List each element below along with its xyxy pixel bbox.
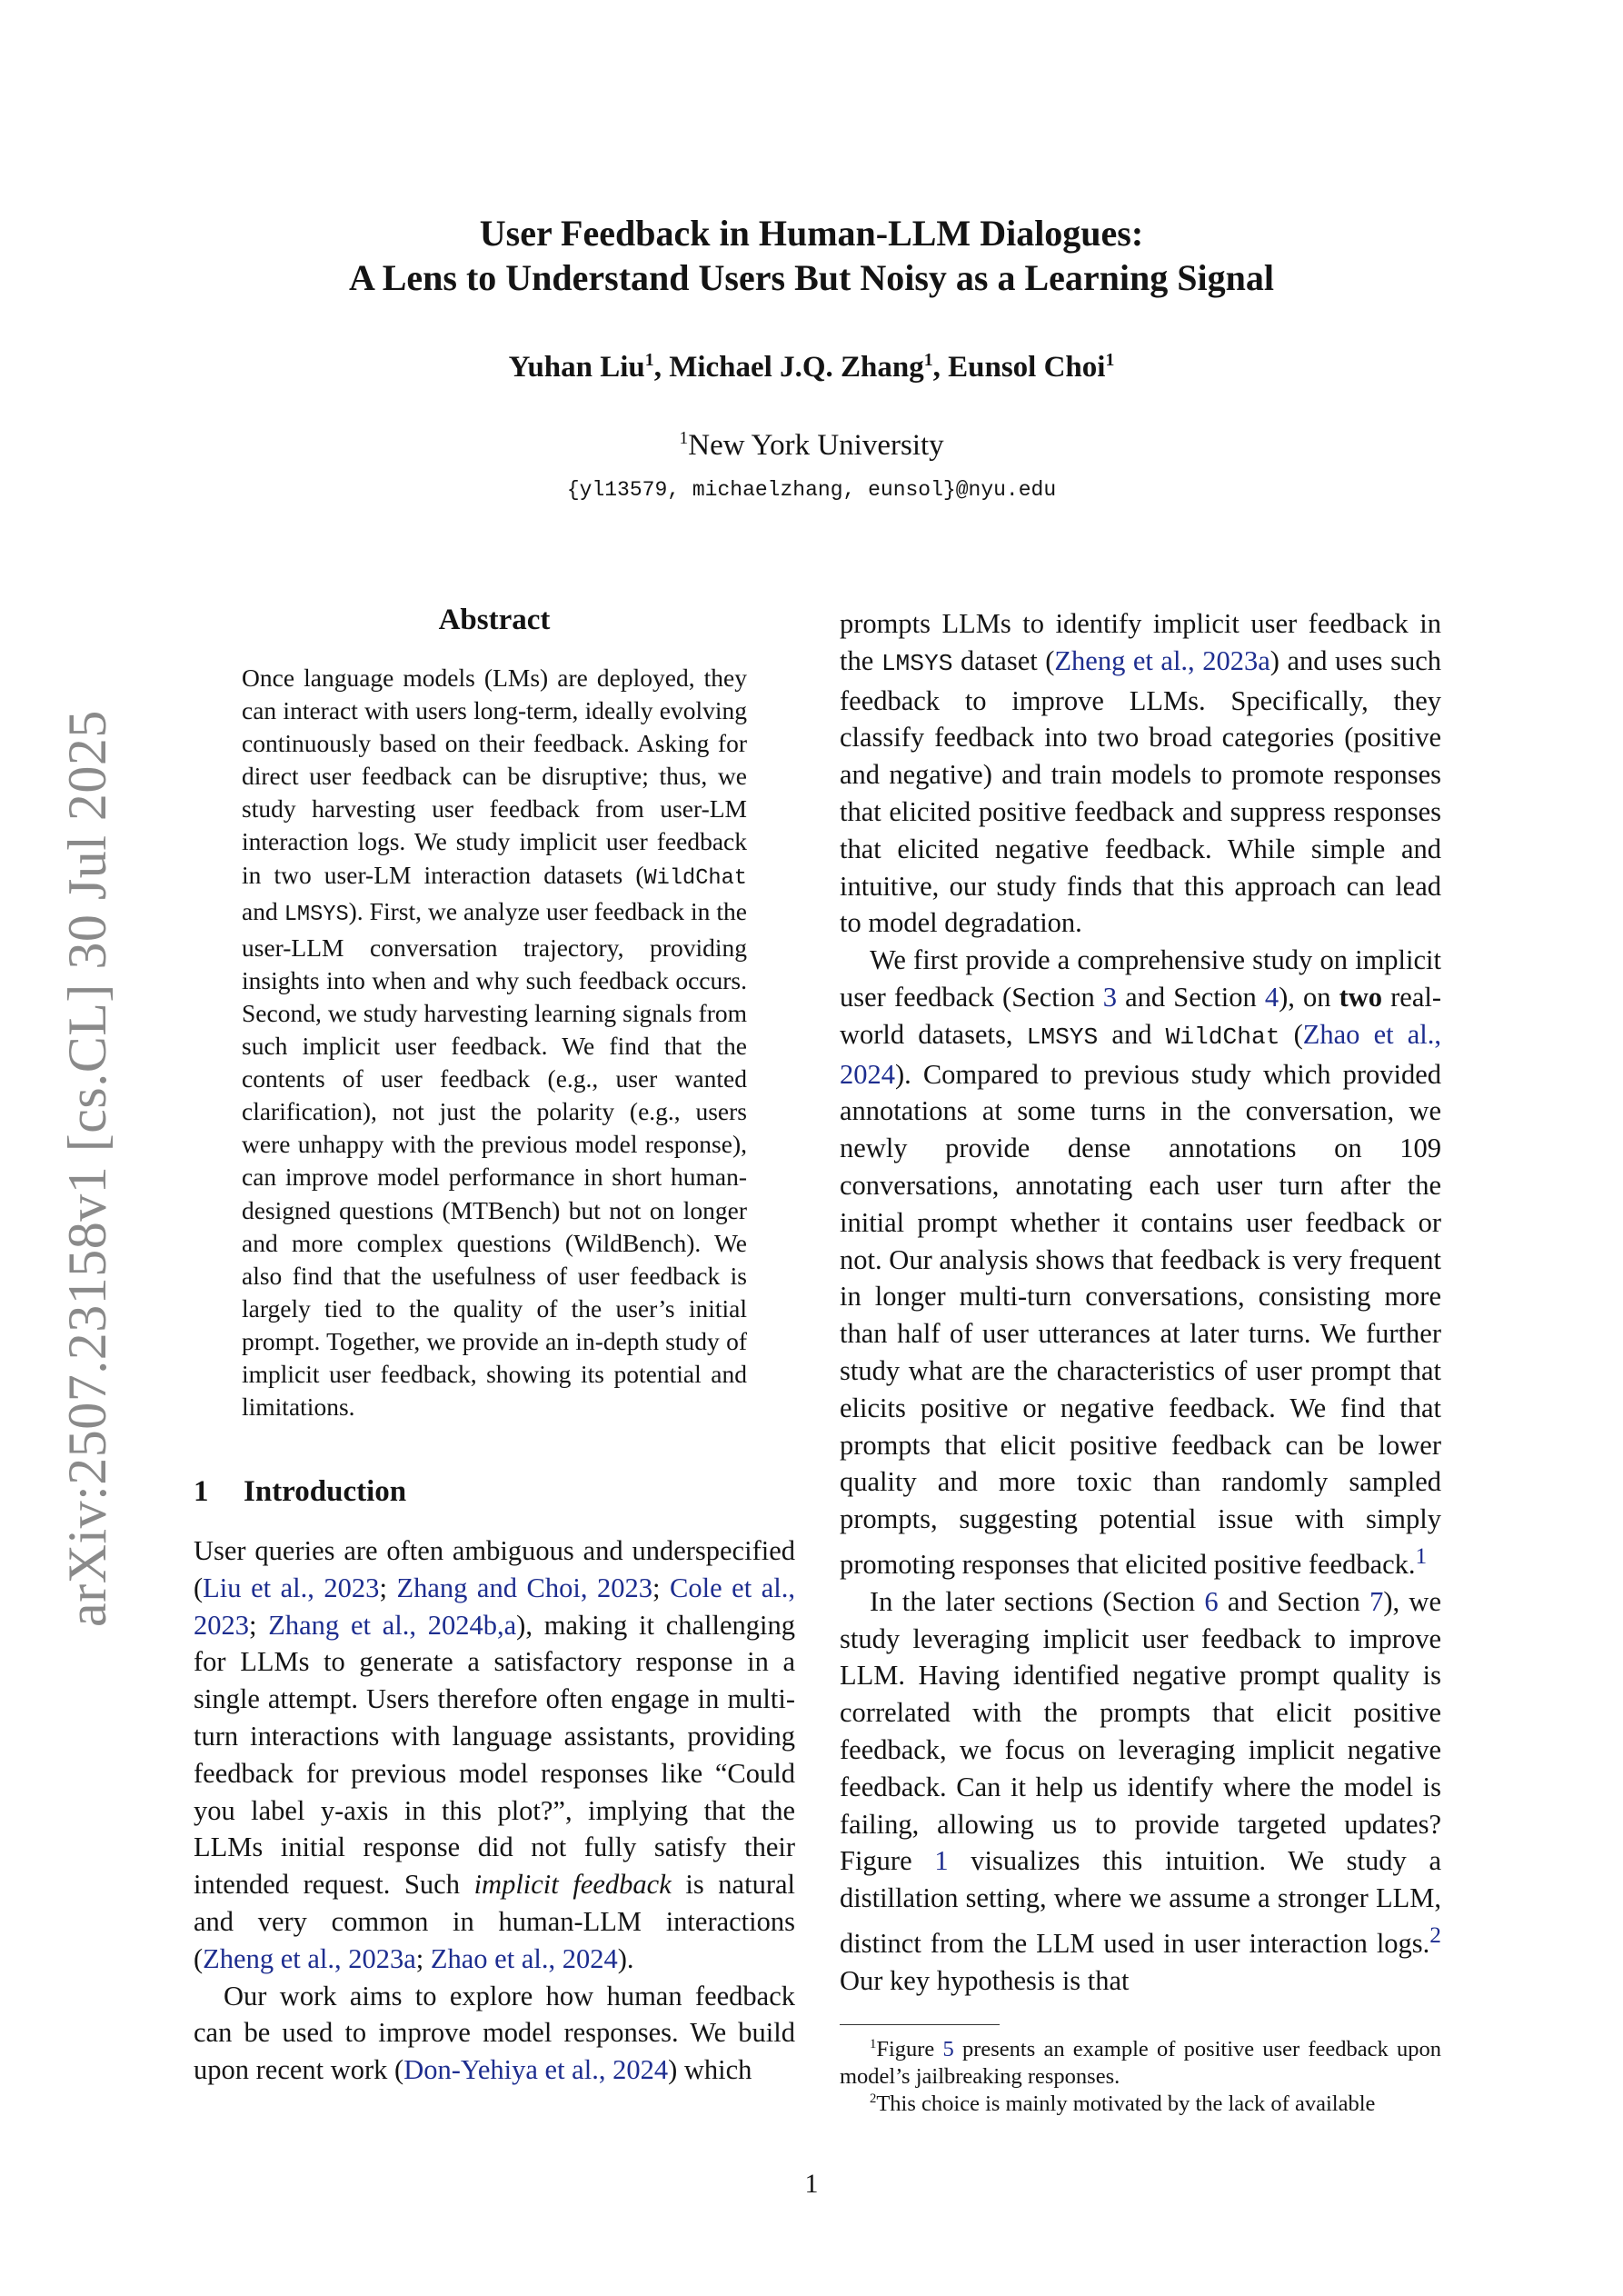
text-run: ). bbox=[617, 1942, 634, 1974]
left-column-body bbox=[194, 1532, 795, 2089]
author-affil-mark: 1 bbox=[1105, 350, 1115, 370]
text-run: real-world datasets, bbox=[840, 981, 1441, 1050]
section-ref-link[interactable]: 3 bbox=[1102, 981, 1118, 1013]
affiliation-name: New York University bbox=[688, 429, 944, 462]
text-run: and Section bbox=[1218, 1585, 1370, 1617]
text-run: dataset ( bbox=[952, 644, 1055, 676]
right-column-body bbox=[840, 605, 1441, 2000]
figure-ref-link[interactable]: 5 bbox=[942, 2037, 954, 2061]
intro-paragraph-3 bbox=[840, 942, 1441, 1583]
figure-ref-link[interactable]: 1 bbox=[934, 1845, 949, 1877]
citation-link[interactable]: Liu et al., 2023 bbox=[203, 1572, 380, 1603]
text-run: and bbox=[1098, 1018, 1166, 1050]
citation-link[interactable]: Zhang and Choi, 2023 bbox=[396, 1572, 652, 1603]
text-run: Our key hypothesis is that bbox=[840, 1965, 1130, 1996]
text-run: ). Compared to previous study which provided annotations at some turns in the conversation, we newly provide dense annotations on 109 conversations, annotating each user turn after the initial prompt whether it contains user feedback or not. Our analysis shows that feedback is very frequent in longer multi-turn conversations, consisting more than half of user utterances at later turns. We further study what are the characteristics of user prompt that elicits positive or negative feedback. We find that prompts that elicit positive feedback can be lower quality and more toxic than randomly sampled prompts, suggesting potential issue with simply promoting responses that elicited positive feedback. bbox=[840, 1058, 1441, 1581]
text-run: In the later sections (Section bbox=[870, 1585, 1205, 1617]
citation-link[interactable]: Zhang et al., 2024b,a bbox=[268, 1609, 517, 1641]
citation-link[interactable]: Cole et al., 2023 bbox=[194, 1572, 795, 1641]
paper-title bbox=[0, 211, 1623, 300]
section-ref-link[interactable]: 4 bbox=[1264, 981, 1279, 1013]
citation-link[interactable]: Zhao et al., 2024 bbox=[840, 1018, 1441, 1090]
text-run: is natural and very common in human-LLM interactions ( bbox=[194, 1869, 795, 1974]
bold-text: two bbox=[1339, 981, 1383, 1013]
author-affil-mark: 1 bbox=[644, 350, 654, 370]
citation-link[interactable]: Don-Yehiya et al., 2024 bbox=[403, 2054, 669, 2086]
intro-paragraph-2 bbox=[194, 1978, 795, 2089]
text-run: ( bbox=[1279, 1018, 1303, 1050]
text-run: Figure bbox=[876, 2037, 943, 2061]
text-run: ) and uses such feedback to improve LLMs. Specifically, they classify feedback into two broad categories (positive and negative) and train models to promote responses that elicited positive feedback and suppress responses that elicited negative feedback. While simple and intuitive, our study finds that this approach can lead to model degradation. bbox=[840, 644, 1441, 939]
abstract-heading: Abstract bbox=[438, 604, 551, 636]
text-run: ), on bbox=[1279, 981, 1339, 1013]
emphasis-text: implicit feedback bbox=[473, 1869, 672, 1901]
text-run: visualizes this intuition. We study a distillation setting, where we assume a stronger LLM, distinct from the LLM used in user interaction logs. bbox=[840, 1845, 1441, 1960]
section-ref-link[interactable]: 6 bbox=[1204, 1585, 1219, 1617]
dataset-name-wildchat: WildChat bbox=[1165, 1023, 1280, 1051]
author-name: Eunsol Choi bbox=[948, 351, 1106, 384]
text-run: ), we study leveraging implicit user feedback to improve LLM. Having identified negative prompt quality is correlated with the prompts that elicit positive feedback, we focus on leveraging implicit negative feedback. Can it help us identify where the model is failing, allowing us to provide targeted updates? Figure bbox=[840, 1585, 1441, 1877]
text-run: ), making it challenging for LLMs to generate a satisfactory response in a single attempt. Users therefore often engage in multi-turn interactions with language assistants, providing feedback for previous model responses like “Could you label y-axis in this plot?”, implying that the LLMs initial response did not fully satisfy their intended request. Such bbox=[194, 1609, 795, 1901]
dataset-name-lmsys: LMSYS bbox=[881, 649, 953, 677]
title-line-2: A Lens to Understand Users But Noisy as a Learning Signal bbox=[349, 257, 1274, 298]
text-run: Our work aims to explore how human feedback can be used to improve model responses. We build upon recent work ( bbox=[194, 1980, 795, 2086]
text-run: and Section bbox=[1117, 981, 1265, 1013]
arxiv-stamp: arXiv:2507.23158v1 [cs.CL] 30 Jul 2025 bbox=[57, 710, 117, 1627]
footnote-mark: 1 bbox=[870, 2036, 877, 2051]
intro-paragraph-4 bbox=[840, 1583, 1441, 2000]
footnote-2 bbox=[840, 2091, 1441, 2118]
author-name: Yuhan Liu bbox=[508, 351, 645, 384]
text-run: prompts LLMs to identify implicit user feedback in the bbox=[840, 608, 1441, 676]
text-run: ; bbox=[652, 1572, 671, 1603]
abstract-text: ). First, we analyze user feedback in the user-LLM conversation trajectory, providing insights into when and why such feedback occurs. Second, we study harvesting learning signals from such implicit user feedback. We find that the contents of user feedback (e.g., user wanted clarification), not just the polarity (e.g., users were unhappy with the previous model response), can improve model performance in short human-designed questions (MTBench) but not on longer and more complex questions (WildBench). We also find that the usefulness of user feedback is largely tied to the quality of the user’s initial prompt. Together, we provide an in-depth study of implicit user feedback, showing its potential and limitations. bbox=[242, 896, 747, 1422]
author-name: Michael J.Q. Zhang bbox=[669, 351, 924, 384]
dataset-name-lmsys: LMSYS bbox=[1026, 1023, 1099, 1051]
footnote-mark: 2 bbox=[870, 2091, 877, 2106]
intro-paragraph-1 bbox=[194, 1532, 795, 1978]
text-run: ) which bbox=[668, 2054, 752, 2086]
section-ref-link[interactable]: 7 bbox=[1369, 1585, 1384, 1617]
author-emails: {yl13579, michaelzhang, eunsol}@nyu.edu bbox=[566, 478, 1057, 502]
footnote-ref-link[interactable]: 1 bbox=[1415, 1542, 1428, 1569]
abstract-body bbox=[242, 662, 747, 1423]
abstract-text: Once language models (LMs) are deployed, they can interact with users long-term, ideally evolving continuously based on their feedback. Asking for direct user feedback can be disruptive; thus, we study harvesting user feedback from user-LM interaction logs. We study implicit user feedback in two user-LM interaction datasets ( bbox=[242, 664, 747, 889]
footnotes bbox=[840, 2036, 1441, 2118]
text-run: presents an example of positive user feedback upon model’s jailbreaking responses. bbox=[840, 2037, 1441, 2089]
text-run: ; bbox=[249, 1609, 269, 1641]
footnote-divider bbox=[840, 2024, 1000, 2025]
text-run: This choice is mainly motivated by the lack of available bbox=[876, 2091, 1376, 2116]
author-affil-mark: 1 bbox=[923, 350, 933, 370]
footnote-1 bbox=[840, 2036, 1441, 2091]
footnote-ref-link[interactable]: 2 bbox=[1429, 1922, 1441, 1949]
dataset-name-lmsys: LMSYS bbox=[284, 902, 349, 927]
text-run: ; bbox=[379, 1572, 397, 1603]
citation-link[interactable]: Zhao et al., 2024 bbox=[430, 1942, 618, 1974]
affiliation-mark: 1 bbox=[679, 428, 689, 448]
page-number: 1 bbox=[804, 2169, 819, 2199]
citation-link[interactable]: Zheng et al., 2023a bbox=[1054, 644, 1270, 676]
section-heading-introduction bbox=[194, 1475, 406, 1509]
dataset-name-wildchat: WildChat bbox=[643, 865, 747, 891]
text-run: We first provide a comprehensive study on implicit user feedback (Section bbox=[840, 944, 1441, 1013]
section-title: Introduction bbox=[244, 1475, 407, 1508]
text-run: ; bbox=[415, 1942, 431, 1974]
title-line-1: User Feedback in Human-LLM Dialogues: bbox=[479, 213, 1144, 254]
abstract-text: and bbox=[242, 896, 284, 925]
author-list: Yuhan Liu$^1$, Michael J.Q. Zhang$^1$, Eunsol Choi$^1$ bbox=[508, 350, 1115, 384]
section-number: 1 bbox=[194, 1475, 209, 1508]
intro-paragraph-continued bbox=[840, 605, 1441, 942]
affiliation bbox=[0, 429, 1623, 463]
citation-link[interactable]: Zheng et al., 2023a bbox=[203, 1942, 416, 1974]
text-run: User queries are often ambiguous and underspecified ( bbox=[194, 1535, 795, 1603]
